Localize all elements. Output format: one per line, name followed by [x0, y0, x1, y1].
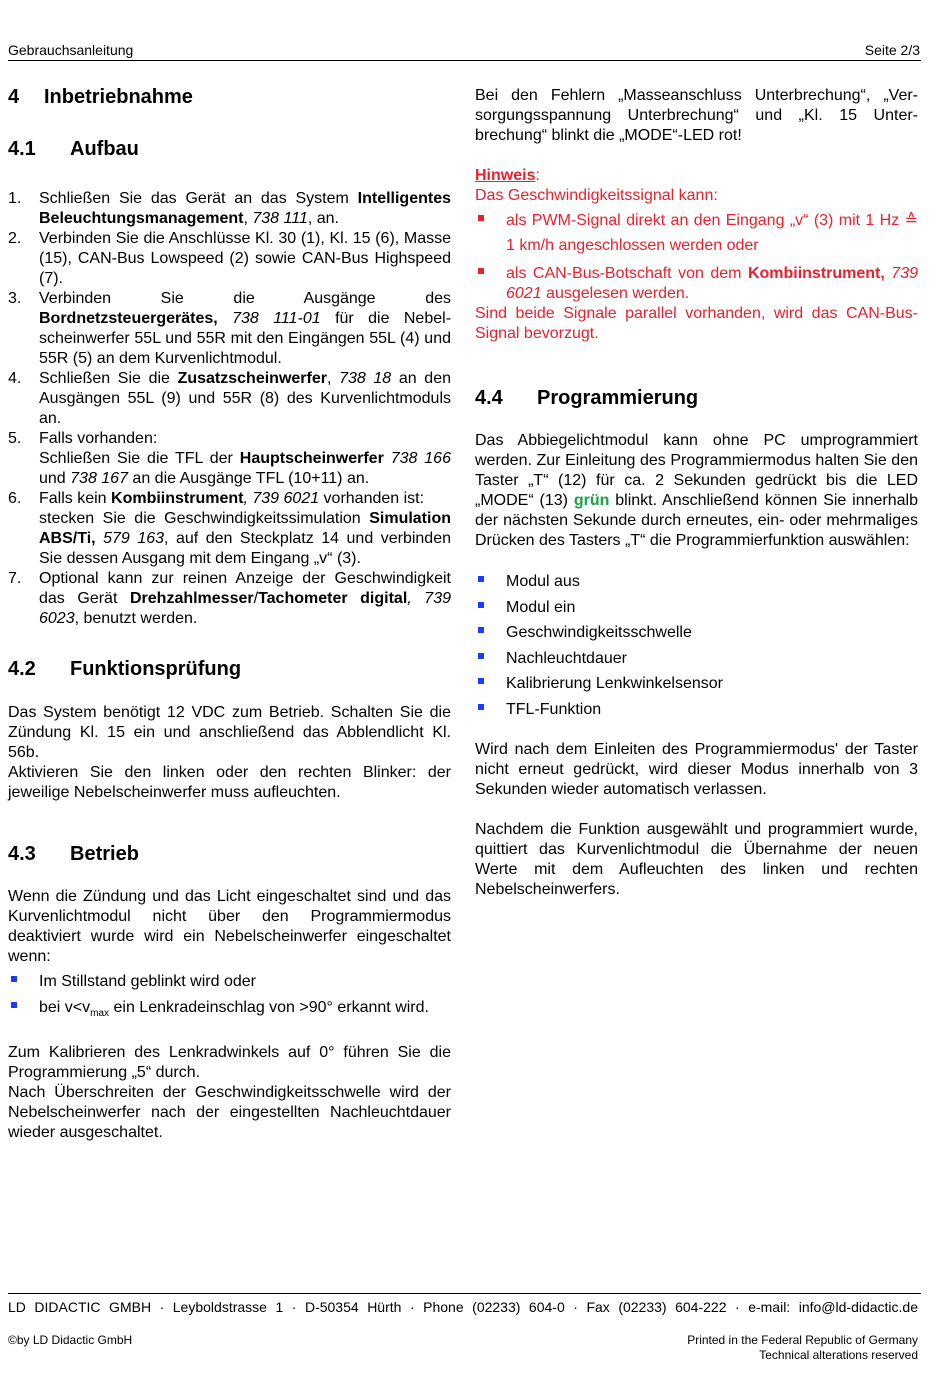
error-text: Bei den Fehlern „Masseanschluss Unterbrechung“, „Versorgungsspannung Unterbrechung“ und „Kl. 15 Unterbrechung“ blinkt die „MODE“-LED rot!	[475, 87, 918, 144]
list-item: Kalibrierung Lenkwinkelsensor	[475, 671, 918, 697]
bullet-icon	[478, 653, 484, 659]
footer-address: LD DIDACTIC GMBH · Leyboldstrasse 1 · D-50354 Hürth · Phone (02233) 604-0 · Fax (02233) 604-222 · e-mail: info@ld-didactic.de	[8, 1299, 918, 1315]
list-item: Im Stillstand geblinkt wird oder	[8, 972, 451, 992]
list-item: 4. Schließen Sie die Zusatzscheinwerfer, 738 18 an den Ausgängen 55L (9) und 55R (8) des Kurvenlichtmoduls an.	[8, 370, 451, 427]
note-text: Das Geschwindigkeitssignal kann:	[475, 187, 718, 204]
list-item: 3. Verbinden Sie die Ausgänge des Bordnetzsteuergerätes, 738 111-01 für die Nebelscheinwerfer 55L und 55R mit den Eingängen 55L (4) und 55R (5) an dem Kurvenlichtmodul.	[8, 290, 452, 367]
page-number: Seite 2/3	[864, 42, 920, 58]
bullet-icon	[11, 976, 17, 982]
list-item: bei $v<v_{max}$ ein Lenkradeinschlag von >90° erkannt wird.	[8, 998, 451, 1024]
function-test-text: Das System benötigt 12 VDC zum Betrieb. Schalten Sie die Zündung Kl. 15 ein und anschließend das Abblendlicht Kl. 56b.	[8, 704, 451, 761]
operation-conditions	[8, 972, 451, 1024]
list-item: Modul ein	[475, 595, 918, 621]
operation-text: Wenn die Zündung und das Licht eingeschaltet sind und das Kurvenlichtmodul nicht über den Programmiermodus deaktiviert wurde wird ein Nebelscheinwerfer eingeschaltet wenn:	[8, 888, 451, 965]
section-4-3-heading: 4.3 Betrieb	[8, 843, 139, 865]
list-item: Modul aus	[475, 569, 918, 595]
list-item: als CAN-Bus-Botschaft von dem Kombiinstrument, 739 6021 ausgelesen werden.	[475, 264, 918, 304]
list-item: 7. Optional kann zur reinen Anzeige der Geschwindigkeit das Gerät Drehzahlmesser/Tachometer digital, 739 6023, benutzt werden.	[8, 570, 451, 627]
note-conclusion: Sind beide Signale parallel vorhanden, wird das CAN-Bus-Signal bevorzugt.	[475, 305, 918, 342]
section-4-1-heading: 4.1 Aufbau	[8, 138, 139, 160]
section-4-4-heading: 4.4 Programmierung	[475, 387, 699, 409]
note-heading: Hinweis:	[475, 167, 540, 184]
list-item: TFL-Funktion	[475, 697, 918, 723]
copyright: ©by LD Didactic GmbH	[8, 1333, 133, 1347]
list-item: Nachleuchtdauer	[475, 646, 918, 672]
section-4-2-heading: 4.2 Funktionsprüfung	[8, 658, 242, 680]
timeout-text: Wird nach dem Einleiten des Programmiermodus' der Taster nicht erneut gedrückt, wird dieser Modus innerhalb von 3 Sekunden wieder automatisch verlassen.	[475, 741, 918, 798]
header-rule	[8, 60, 921, 61]
list-item: 2. Verbinden Sie die Anschlüsse Kl. 30 (1), Kl. 15 (6), Masse (15), CAN-Bus Lowspeed (2) sowie CAN-Bus Highspeed (7).	[8, 230, 451, 287]
bullet-icon	[478, 704, 484, 710]
setup-steps	[8, 189, 451, 629]
list-item: als PWM-Signal direkt an den Eingang „v“ (3) mit 1 Hz ≙ 1 km/h angeschlossen werden oder	[475, 208, 918, 258]
bullet-icon	[478, 678, 484, 684]
bullet-icon	[478, 215, 484, 221]
list-item: 1. Schließen Sie das Gerät an das System Intelligentes Beleuchtungsmanagement, 738 111, an.	[8, 190, 451, 227]
note-list	[475, 208, 918, 304]
programming-modes	[475, 569, 918, 722]
confirmation-text: Nachdem die Funktion ausgewählt und programmiert wurde, quittiert das Kurvenlichtmodul die Übernahme der neuen Werte mit dem Aufleuchten des linken und rechten Nebelscheinwerfers.	[475, 821, 918, 898]
header-title: Gebrauchsanleitung	[8, 42, 134, 58]
programming-text: Das Abbiegelichtmodul kann ohne PC umprogrammiert werden. Zur Einleitung des Programmiermodus halten Sie den Taster „T“ (12) für ca. 2 Sekunden gedrückt bis die LED „MODE“ (13) grün blinkt. Anschließend können Sie innerhalb der nächsten Sekunde durch erneutes, ein- oder mehrmaliges Drücken des Tasters „T“ die Programmierfunktion auswählen:	[475, 432, 919, 549]
list-item: Geschwindigkeitsschwelle	[475, 620, 918, 646]
print-info: Printed in the Federal Republic of Germany Technical alterations reserved	[687, 1333, 918, 1362]
right-column	[475, 86, 918, 900]
calibration-text: Zum Kalibrieren des Lenkradwinkels auf 0° führen Sie die Programmierung „5“ durch.	[8, 1044, 451, 1082]
bullet-icon	[11, 1002, 17, 1008]
bullet-icon	[478, 268, 484, 274]
afterglow-text: Nach Überschreiten der Geschwindigkeitsschwelle wird der Nebelscheinwerfer nach der eingestellten Nachleuchtdauer wieder ausgeschaltet.	[8, 1084, 451, 1142]
bullet-icon	[478, 576, 484, 582]
footer-rule	[8, 1293, 921, 1294]
bullet-icon	[478, 602, 484, 608]
left-column	[8, 86, 451, 1143]
list-item: 6. Falls kein Kombiinstrument, 739 6021 vorhanden ist: stecken Sie die Geschwindigkeitssimulation Simulation ABS/Ti, 579 163, auf den Steckplatz 14 und verbinden Sie dessen Ausgang mit dem Eingang „v“ (3).	[8, 490, 452, 567]
bullet-icon	[478, 627, 484, 633]
section-4-heading: 4 Inbetriebnahme	[8, 86, 193, 108]
function-test-text-2: Aktivieren Sie den linken oder den rechten Blinker: der jeweilige Nebelscheinwerfer muss aufleuchten.	[8, 764, 451, 801]
list-item: 5. Falls vorhanden: Schließen Sie die TFL der Hauptscheinwerfer 738 166 und 738 167 an die Ausgänge TFL (10+11) an.	[8, 430, 451, 487]
